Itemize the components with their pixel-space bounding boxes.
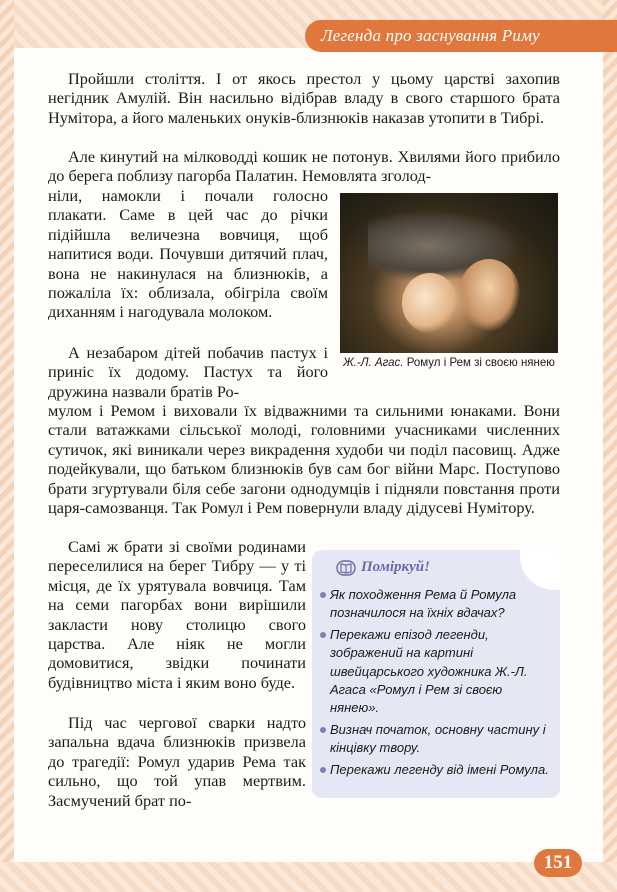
painting-image xyxy=(340,193,558,353)
ornament-border-bottom xyxy=(0,862,617,892)
paragraph-4: Самі ж брати зі своїми родинами переселилися на берег Тибру — у ті місця, де їх урятувала вовчиця. Там на семи пагорбах вони вирішили закласти нову столицю свого царства. Але ніяк не могли домовитися, звідки починати будівництво міста і яким воно буде. xyxy=(48,537,306,692)
ornament-border-left xyxy=(0,0,14,892)
ornament-border-right xyxy=(603,0,617,892)
painting-child-shape xyxy=(458,259,520,331)
question-item: Визнач початок, основну частину і кінцівку твору. xyxy=(320,721,552,758)
chapter-header xyxy=(305,20,617,52)
caption-title: Ромул і Рем зі своєю нянею xyxy=(406,357,555,369)
think-questions xyxy=(320,586,552,782)
paragraph-3-start: А незабаром дітей побачив пастух і приніс їх додому. Пастух та його дружина назвали братів Ро- xyxy=(48,343,328,401)
paragraph-3-cont: мулом і Ремом і виховали їх відважними та сильними юнаками. Вони стали ватажками сільської молоді, головними учасниками численних сутичок, які виникали через викрадення худоби чи поділ пасовищ. Адже подейкували, що батьком близнюків був сам бог війни Марс. Поступово брати згуртували біля себе загони однодумців і підняли повстання проти царя-самозванця. Так Ромул і Рем повернули владу дідусеві Нумітору. xyxy=(48,401,560,518)
question-item: Перекажи легенду від імені Ромула. xyxy=(320,761,552,779)
paragraph-5: Під час чергової сварки надто запальна вдача близнюків призвела до трагедії: Ромул ударив Рема так сильно, що той упав мертвим. Засмучений брат по- xyxy=(48,713,306,810)
think-box-header xyxy=(336,559,430,576)
chapter-title: Легенда про заснування Риму xyxy=(321,26,540,45)
paragraph-1: Пройшли століття. І от якось престол у цьому царстві захопив негідник Амулій. Він насильно відібрав владу в свого старшого брата Нумітора, а його маленьких онуків-близнюків наказав утопити в Тибрі. xyxy=(48,69,560,127)
think-box xyxy=(312,550,560,798)
question-item: Перекажи епізод легенди, зображений на картині швейцарського художника Ж.-Л. Агаса «Ромул і Рем зі своєю нянею». xyxy=(320,626,552,718)
page-number: 151 xyxy=(534,849,582,877)
think-box-title: Поміркуй! xyxy=(361,559,430,575)
think-box-corner xyxy=(520,550,560,590)
paragraph-2-start: Але кинутий на мілководді кошик не потонув. Хвилями його прибило до берега поблизу пагорба Палатин. Немовлята зголод- xyxy=(48,147,560,186)
painting-child-shape xyxy=(402,273,458,333)
figure-caption xyxy=(340,356,558,371)
paragraph-2-cont: ніли, намокли і почали голосно плакати. Саме в цей час до річки підійшла величезна вовчиця, щоб напитися води. Почувши дитячий плач, вона не накинулася на близнюків, а пожаліла їх: облизала, обігріла своїм диханням і нагодувала молоком. xyxy=(48,186,328,322)
caption-author: Ж.-Л. Агас. xyxy=(343,357,404,369)
question-item: Як походження Рема й Ромула позначилося на їхніх вдачах? xyxy=(320,586,552,623)
book-icon xyxy=(336,560,356,576)
